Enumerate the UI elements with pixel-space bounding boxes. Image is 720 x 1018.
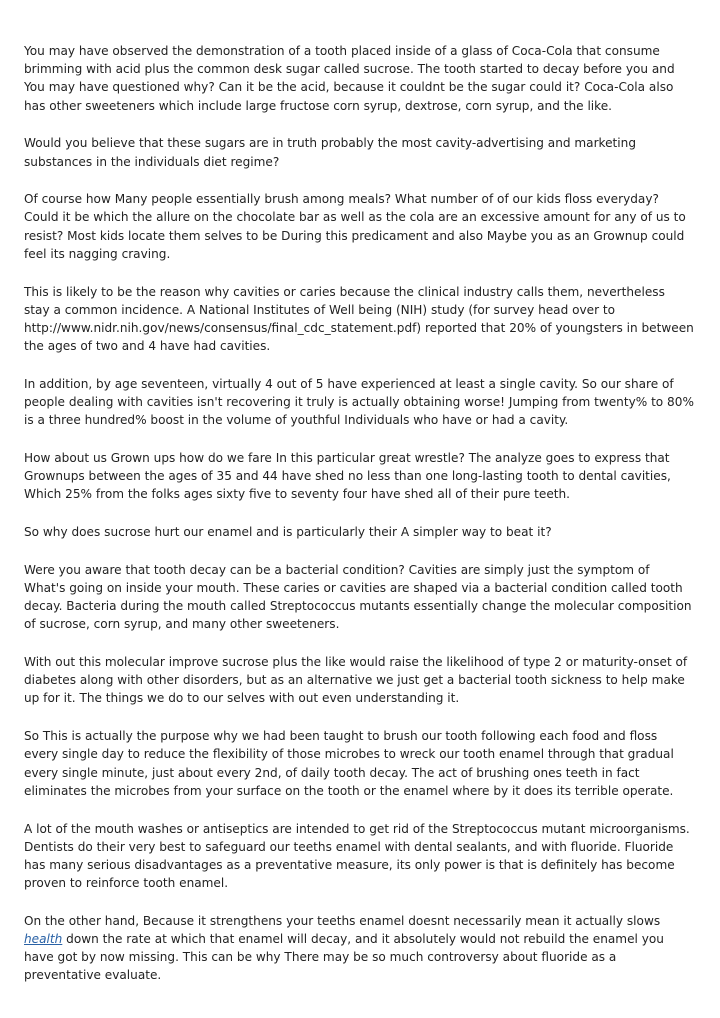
paragraph-6: How about us Grown ups how do we fare In this particular great wrestle? The analyze goes to express that Grownups between the ages of 35 and 44 have shed no less than one long-lasting tooth to dental cavities, Which 25% from the folks ages sixty five to seventy four have shed all of their pure teeth. bbox=[24, 450, 671, 502]
paragraph-8: Were you aware that tooth decay can be a bacterial condition? Cavities are simply just the symptom of What's going on inside your mouth. These caries or cavities are shaped via a bacterial condition called tooth decay. Bacteria during the mouth called Streptococcus mutants essentially change the molecular composition of sucrose, corn syrup, and many other sweeteners. bbox=[24, 562, 692, 632]
paragraph-9: With out this molecular improve sucrose plus the like would raise the likelihood of type 2 or maturity-onset of diabetes along with other disorders, but as an alternative we just get a bacterial tooth sickness to help make up for it. The things we do to our selves with out even understanding it. bbox=[24, 655, 688, 706]
paragraph-12-after: down the rate at which that enamel will decay, and it absolutely would not rebuild the enamel you have got by now missing. This can be why There may be so much controversy about fluoride as a preventative evaluate. bbox=[24, 932, 664, 983]
paragraph-12-before: On the other hand, Because it strengthens your teeths enamel doesnt necessarily mean it actually slows bbox=[24, 913, 661, 928]
paragraph-11: A lot of the mouth washes or antiseptics are intended to get rid of the Streptococcus mutant microorganisms. Dentists do their very best to safeguard our teeths enamel with dental sealants, and with fluoride. Fluoride has many serious disadvantages as a preventative measure, its only power is that is definitely has become proven to reinforce tooth enamel. bbox=[24, 821, 690, 891]
paragraph-3: Of course how Many people essentially brush among meals? What number of of our kids floss everyday? Could it be which the allure on the chocolate bar as well as the cola are an excessive amount for any of us to resist? Most kids locate them selves to be During this predicament and also Maybe you as an Grownup could feel its nagging craving. bbox=[24, 192, 686, 261]
paragraph-2: Would you believe that these sugars are in truth probably the most cavity-advertising and marketing substances in the individuals diet regime? bbox=[24, 136, 637, 169]
paragraph-12 bbox=[24, 912, 694, 985]
paragraph-1: You may have observed the demonstration of a tooth placed inside of a glass of Coca-Cola that consume brimming with acid plus the common desk sugar called sucrose. The tooth started to decay before you and You may have questioned why? Can it be the acid, because it couldnt be the sugar could it? Coca-Cola also has other sweeteners which include large fructose corn syrup, dextrose, corn syrup, and the like. bbox=[24, 44, 675, 113]
paragraph-10: So This is actually the purpose why we had been taught to brush our tooth following each food and floss every single day to reduce the flexibility of those microbes to wreck our tooth enamel through that gradual every single minute, just about every 2nd, of daily tooth decay. The act of brushing ones teeth in fact eliminates the microbes from your surface on the tooth or the enamel where by it does its terrible operate. bbox=[24, 729, 674, 798]
health-link[interactable]: health bbox=[24, 932, 63, 947]
paragraph-7: So why does sucrose hurt our enamel and is particularly their A simpler way to beat it? bbox=[24, 525, 552, 540]
paragraph-5: In addition, by age seventeen, virtually 4 out of 5 have experienced at least a single cavity. So our share of people dealing with cavities isn't recovering it truly is actually obtaining worse! Jumping from twenty% to 80% is a three hundred% boost in the volume of youthful Individuals who have or had a cavity. bbox=[24, 376, 694, 428]
paragraph-4: This is likely to be the reason why cavities or caries because the clinical industry calls them, nevertheless stay a common incidence. A National Institutes of Well being (NIH) study (for survey head over to http://www.nidr.nih.gov/news/consensus/final_cdc_statement.pdf) reported that 20% of youngsters in between the ages of two and 4 have had cavities. bbox=[24, 284, 694, 354]
